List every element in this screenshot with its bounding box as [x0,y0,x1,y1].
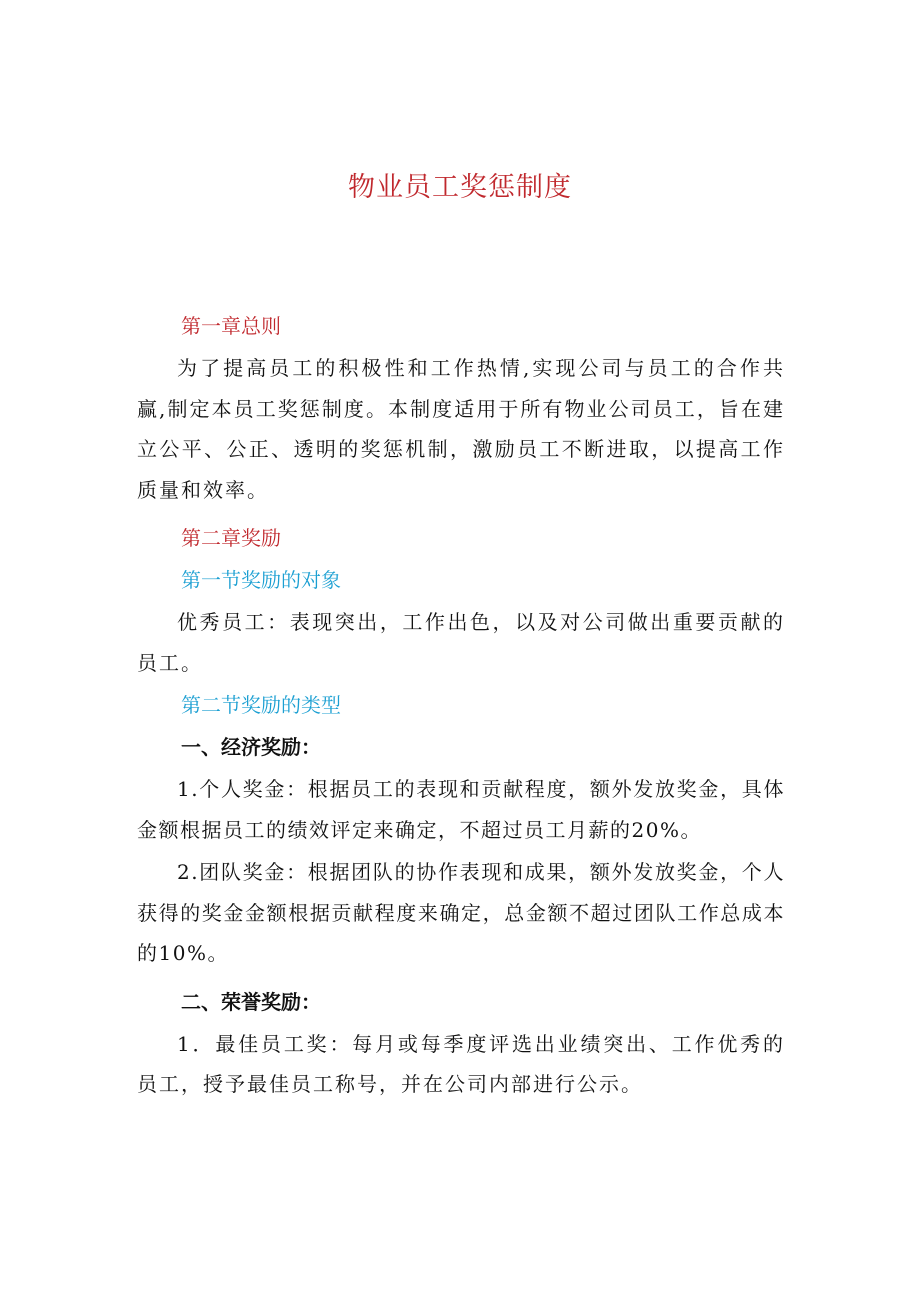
economic-reward-item-2: 2.团队奖金：根据团队的协作表现和成果，额外发放奖金，个人获得的奖金金额根据贡献程度来确定，总金额不超过团队工作总成本的10%。 [137,860,785,965]
document-body [137,306,785,1105]
chapter-2-heading: 第二章奖励 [181,526,281,550]
document-title: 物业员工奖惩制度 [348,172,572,203]
economic-reward-heading: 一、经济奖励： [181,735,321,759]
economic-reward-item-1: 1.个人奖金：根据员工的表现和贡献程度，额外发放奖金，具体金额根据员工的绩效评定来确定，不超过员工月薪的20%。 [137,777,785,842]
chapter-1-heading: 第一章总则 [181,314,281,338]
section-2-heading: 第二节奖励的类型 [181,693,341,717]
chapter-1-paragraph: 为了提高员工的积极性和工作热情,实现公司与员工的合作共赢,制定本员工奖惩制度。本制度适用于所有物业公司员工，旨在建立公平、公正、透明的奖惩机制，激励员工不断进取，以提高工作质量和效率。 [137,356,785,502]
honor-reward-item-1: 1．最佳员工奖：每月或每季度评选出业绩突出、工作优秀的员工，授予最佳员工称号，并在公司内部进行公示。 [137,1031,785,1096]
honor-reward-heading: 二、荣誉奖励： [181,989,321,1014]
section-1-paragraph: 优秀员工：表现突出，工作出色，以及对公司做出重要贡献的员工。 [137,610,785,675]
section-1-heading: 第一节奖励的对象 [181,568,341,592]
